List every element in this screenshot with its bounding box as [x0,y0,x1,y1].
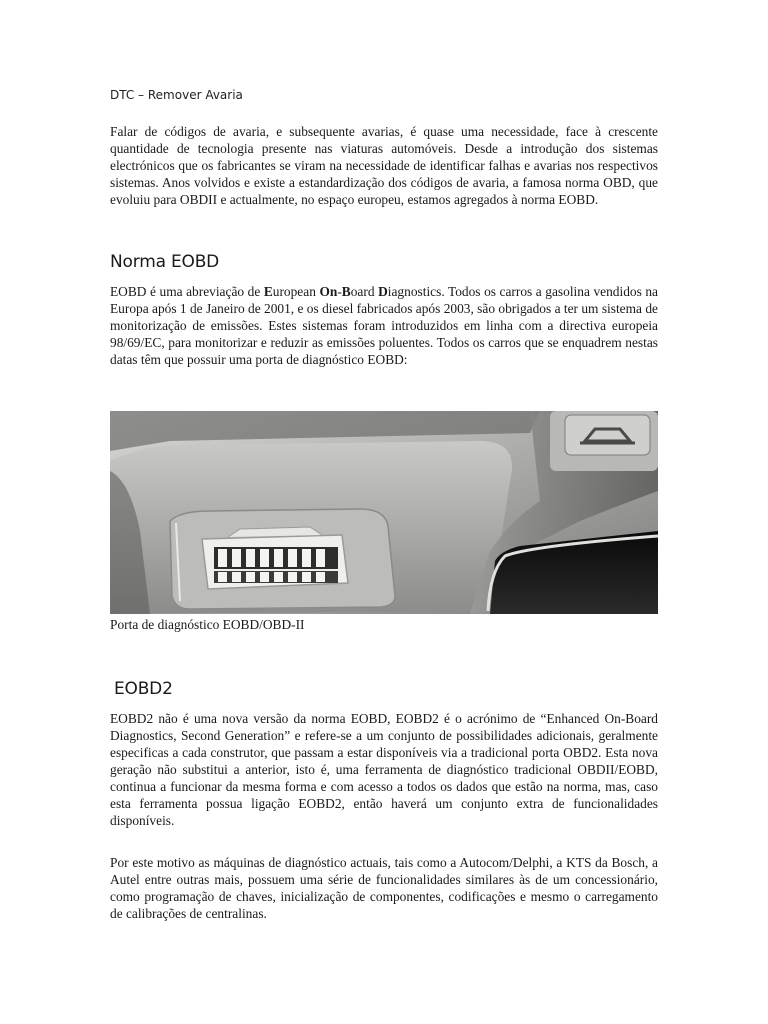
eobd-text-start: EOBD é uma abreviação de [110,284,264,299]
eobd-paragraph [110,283,658,368]
eobd-text-rest: iagnostics. Todos os carros a gasolina vendidos na Europa após 1 de Janeiro de 2001, e os diesel fabricados após 2003, são obrigados a ter um sistema de monitorização de emissões. Estes sistemas foram introduzidos em linha com a directiva europeia 98/69/EC, para monitorizar e reduzir as emissões poluentes. Todos os carros que se enquadrem nestas datas têm que possuir uma porta de diagnóstico EOBD: [110,284,658,367]
eobd-bold-d: D [378,284,388,299]
photo-caption: Porta de diagnóstico EOBD/OBD-II [110,617,305,632]
eobd-text-b: oard [350,284,379,299]
eobd-bold-b: B [341,284,351,299]
eobd-bold-on: On [319,284,338,299]
eobd2-paragraph-1: EOBD2 não é uma nova versão da norma EOBD, EOBD2 é o acrónimo de “Enhanced On-Board Diagnostics, Second Generation” e refere-se a um conjunto de possibilidades adicionais, geralmente especificas a cada construtor, que passam a estar disponíveis via a tradicional porta OBD2. Esta nova geração não substitui a anterior, isto é, uma ferramenta de diagnóstico tradicional OBDII/EOBD, continua a funcionar da mesma forma e com acesso a todos os dados que estão na norma, mas, caso esta ferramenta possua ligação EOBD2, então haverá um conjunto extra de funcionalidades disponíveis. [110,711,658,828]
obd-port-illustration [110,411,658,614]
eobd2-paragraph-2: Por este motivo as máquinas de diagnóstico actuais, tais como a Autocom/Delphi, a KTS da Bosch, a Autel entre outras mais, possuem uma série de funcionalidades similares às de um concessionário, como programação de chaves, inicialização de componentes, codificações e mesmo o carregamento de calibrações de centralinas. [110,855,658,921]
obd-port-photo [110,411,658,614]
document-title: DTC – Remover Avaria [110,88,243,102]
eobd-text-on: - [337,284,342,299]
eobd-bold-e: E [263,284,273,299]
heading-norma-eobd: Norma EOBD [110,252,220,272]
eobd-text-e: uropean [272,284,320,299]
intro-paragraph: Falar de códigos de avaria, e subsequente avarias, é quase uma necessidade, face à crescente quantidade de tecnologia presente nas viaturas automóveis. Desde a introdução dos sistemas electrónicos que os fabricantes se viram na necessidade de identificar falhas e avarias nos respectivos sistemas. Anos volvidos e existe a estandardização dos códigos de avaria, a famosa norma OBD, que evoluiu para OBDII e actualmente, no espaço europeu, estamos agregados à norma EOBD. [110,124,658,207]
heading-eobd2: EOBD2 [114,679,173,699]
